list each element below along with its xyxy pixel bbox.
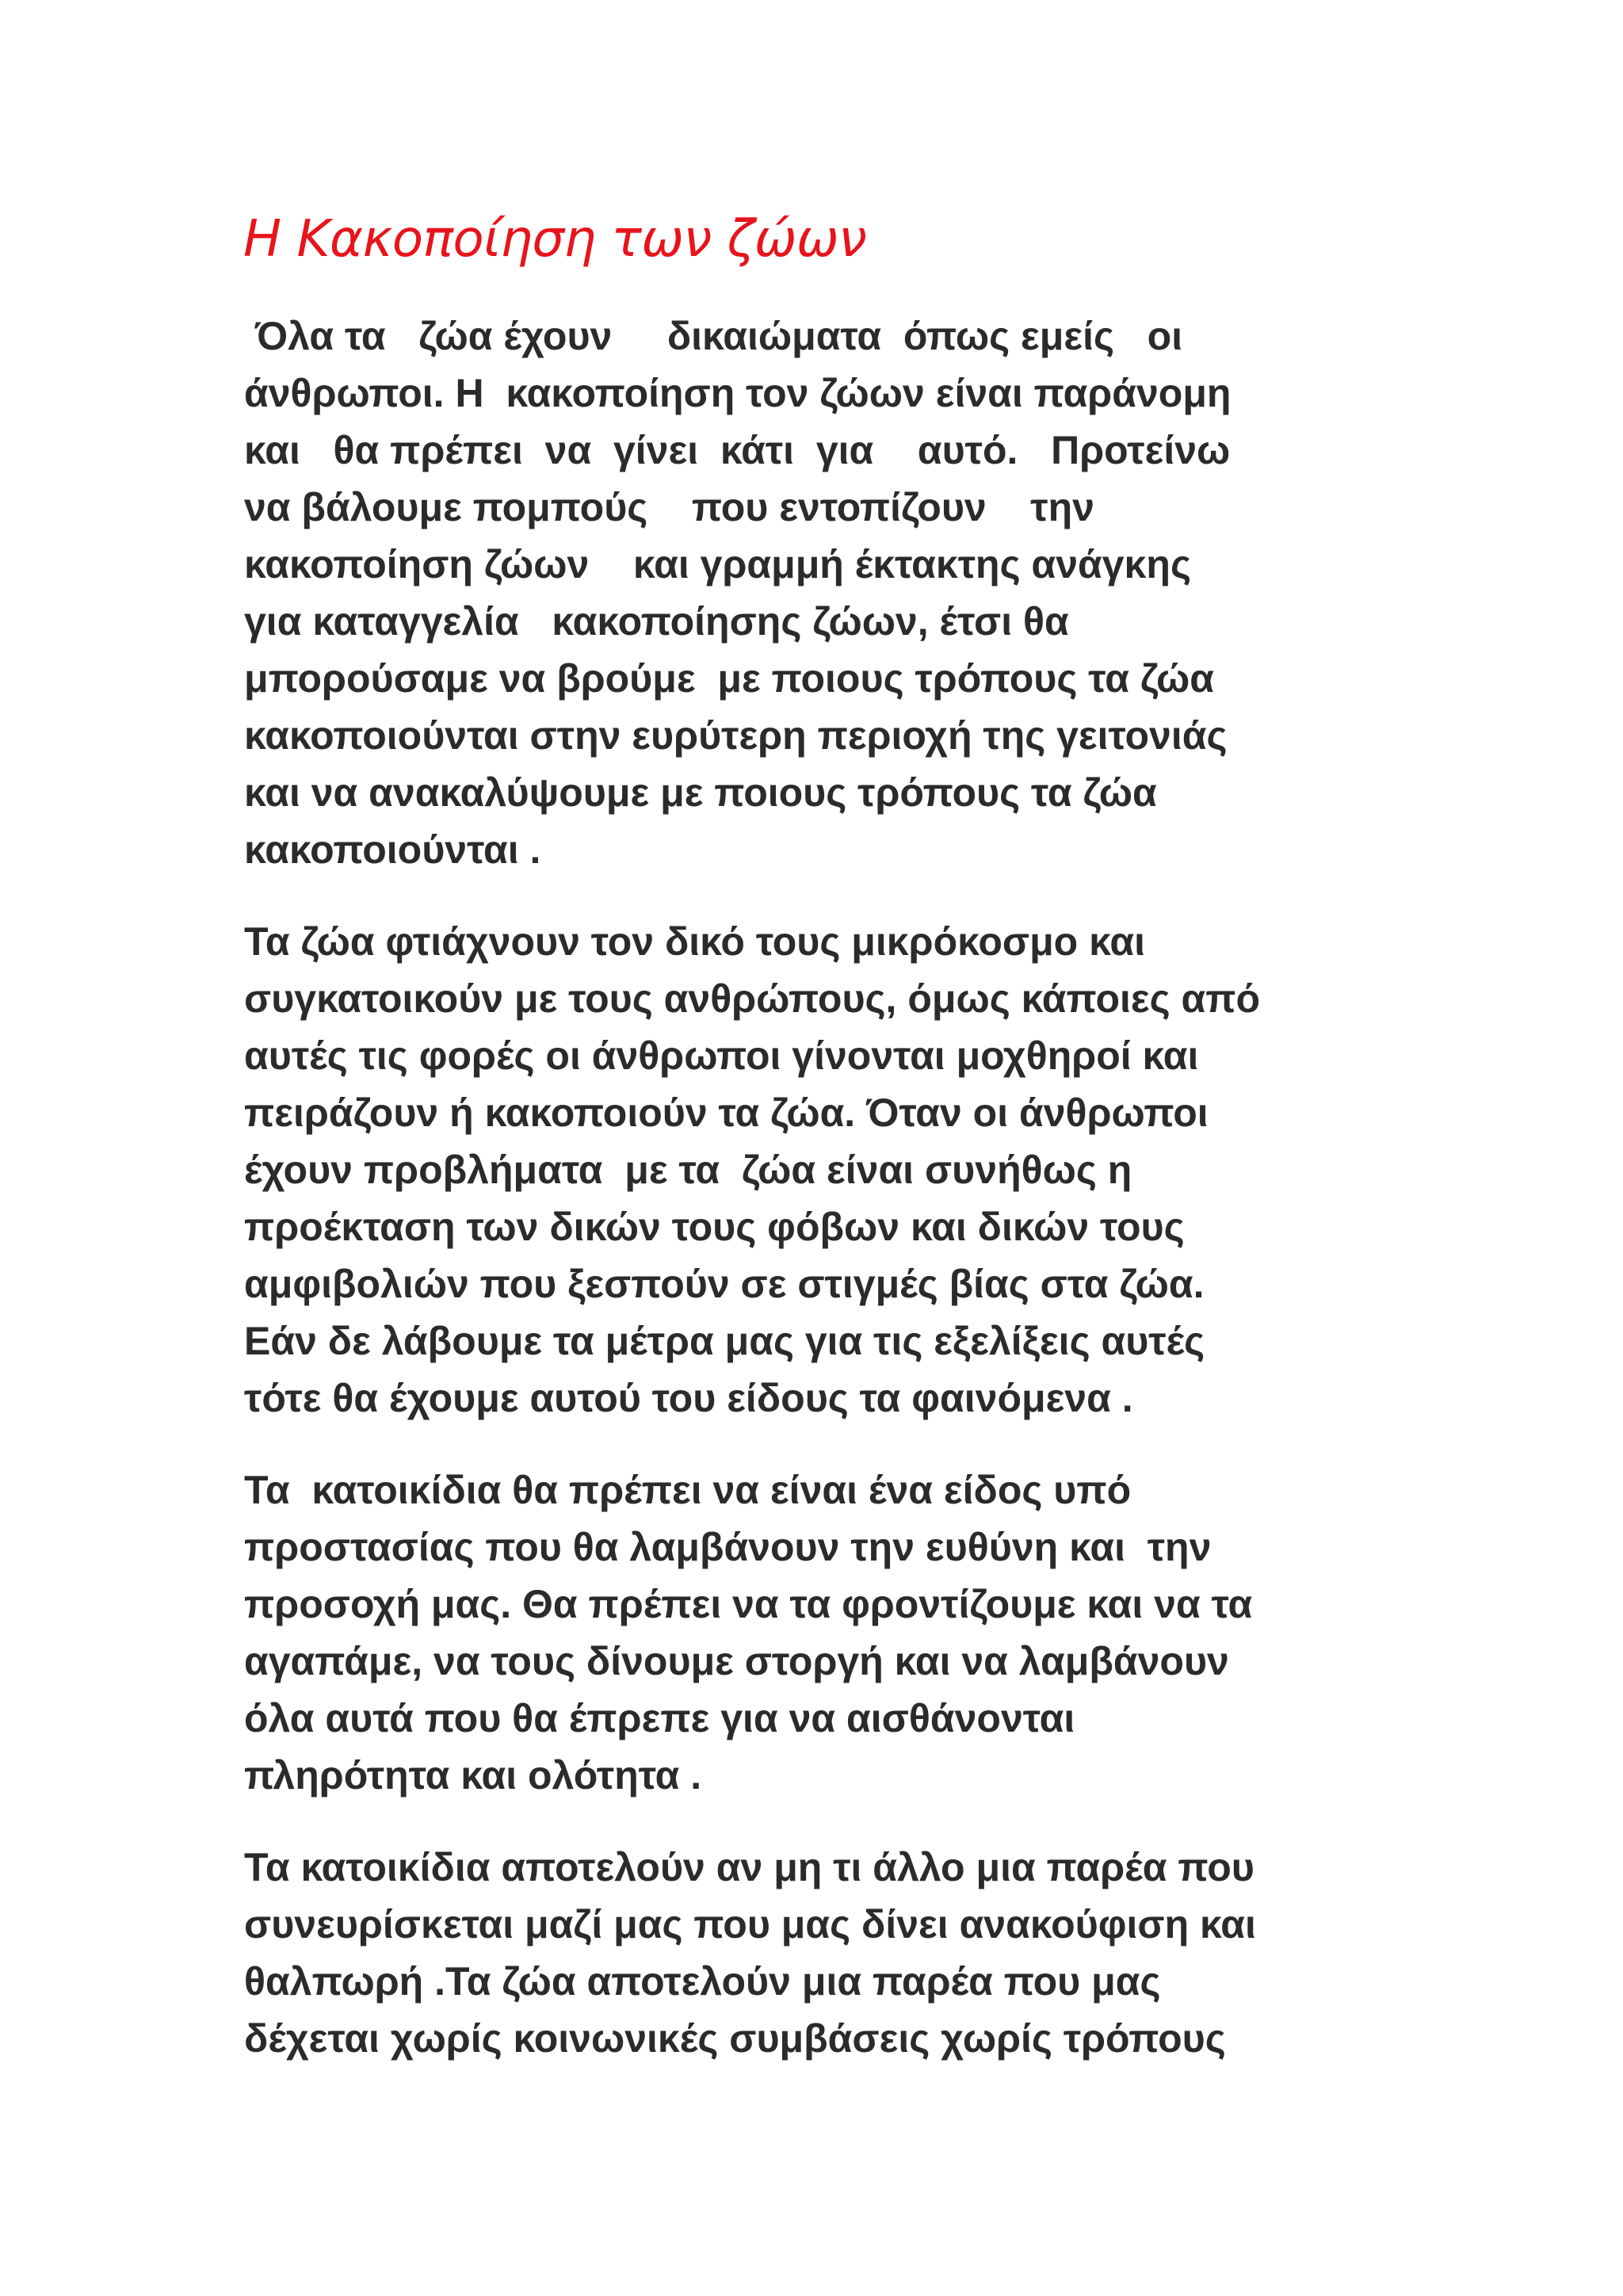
text-line: κακοποιούνται . — [244, 827, 541, 872]
text-line: και θα πρέπει να γίνει κάτι για αυτό. Προτείνω — [244, 428, 1231, 472]
text-line: να βάλουμε πομπούς που εντοπίζουν την — [244, 485, 1094, 529]
paragraph — [244, 1839, 1401, 2067]
text-line: συγκατοικούν με τους ανθρώπους, όμως κάποιες από — [244, 976, 1261, 1021]
text-line: Τα κατοικίδια αποτελούν αν μη τι άλλο μια παρέα που — [244, 1845, 1254, 1889]
text-line: Όλα τα ζώα έχουν δικαιώματα όπως εμείς οι — [244, 314, 1183, 358]
text-line: και να ανακαλύψουμε με ποιους τρόπους τα ζώα — [244, 770, 1157, 815]
text-line: πειράζουν ή κακοποιούν τα ζώα. Όταν οι άνθρωποι — [244, 1091, 1209, 1135]
text-line: συνευρίσκεται μαζί μας που μας δίνει ανακούφιση και — [244, 1902, 1256, 1946]
text-line: δέχεται χωρίς κοινωνικές συμβάσεις χωρίς τρόπους — [244, 2016, 1226, 2061]
text-line: προστασίας που θα λαμβάνουν την ευθύνη και την — [244, 1525, 1212, 1569]
text-line: Εάν δε λάβουμε τα μέτρα μας για τις εξελίξεις αυτές — [244, 1319, 1205, 1363]
text-line: μπορούσαμε να βρούμε με ποιους τρόπους τα ζώα — [244, 656, 1215, 701]
text-line: Τα κατοικίδια θα πρέπει να είναι ένα είδος υπό — [244, 1468, 1132, 1512]
text-line: Τα ζώα φτιάχνουν τον δικό τους μικρόκοσμο και — [244, 919, 1145, 964]
text-line: προσοχή μας. Θα πρέπει να τα φροντίζουμε και να τα — [244, 1582, 1253, 1626]
paragraph — [244, 1461, 1401, 1804]
paragraph — [244, 308, 1401, 878]
text-line: έχουν προβλήματα με τα ζώα είναι συνήθως η — [244, 1148, 1132, 1192]
text-line: άνθρωποι. Η κακοποίηση τον ζώων είναι παράνομη — [244, 371, 1232, 415]
text-line: αγαπάμε, να τους δίνουμε στοργή και να λαμβάνουν — [244, 1639, 1229, 1683]
text-line: τότε θα έχουμε αυτού του είδους τα φαινόμενα . — [244, 1376, 1133, 1420]
text-line: πληρότητα και ολότητα . — [244, 1753, 702, 1797]
text-line: προέκταση των δικών τους φόβων και δικών τους — [244, 1205, 1185, 1249]
document-title: Η Κακοποίηση των ζώων — [243, 210, 867, 269]
text-line: για καταγγελία κακοποίησης ζώων, έτσι θα — [244, 599, 1069, 644]
text-line: όλα αυτά που θα έπρεπε για να αισθάνονται — [244, 1696, 1075, 1740]
document-body — [244, 308, 1401, 2102]
text-line: θαλπωρή .Τα ζώα αποτελούν μια παρέα που μας — [244, 1959, 1161, 2004]
text-line: αυτές τις φορές οι άνθρωποι γίνονται μοχθηροί και — [244, 1033, 1199, 1078]
text-line: αμφιβολιών που ξεσπούν σε στιγμές βίας στα ζώα. — [244, 1262, 1205, 1306]
paragraph — [244, 913, 1401, 1427]
text-line: κακοποίηση ζώων και γραμμή έκτακτης ανάγκης — [244, 542, 1191, 586]
text-line: κακοποιούνται στην ευρύτερη περιοχή της γειτονιάς — [244, 713, 1228, 758]
